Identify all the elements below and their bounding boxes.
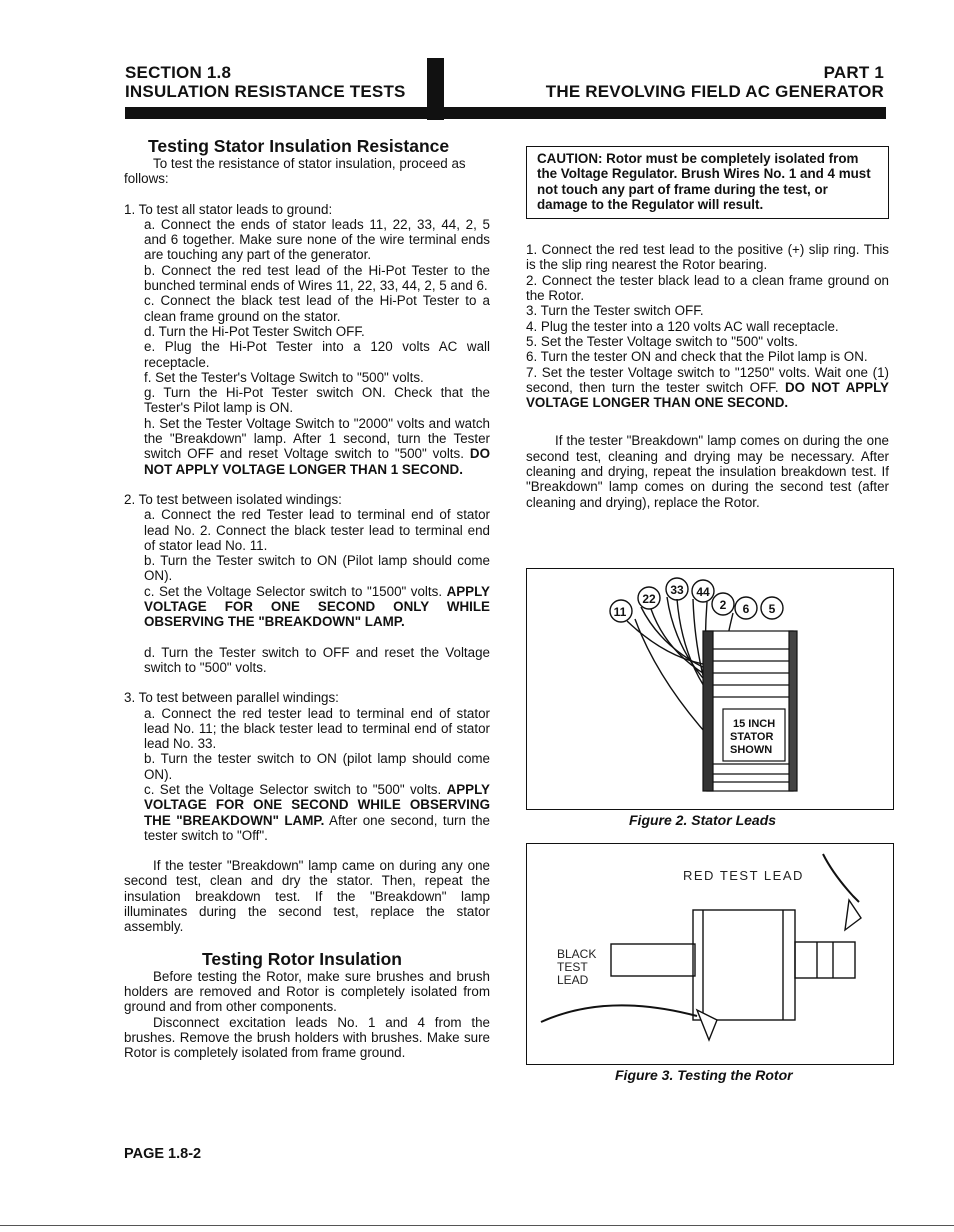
rotor-heading: Testing Rotor Insulation [202,948,402,969]
rotor-step-3: 3. Turn the Tester switch OFF. [526,303,704,319]
page-number: PAGE 1.8-2 [124,1146,202,1162]
rotor-paragraph-1: Before testing the Rotor, make sure brushes and brush holders are removed and Rotor is completely isolated from ground and from other components. [124,968,490,1015]
step-2c: c. Set the Voltage Selector switch to "1500" volts. APPLY VOLTAGE FOR ONE SECOND ONLY WHILE OBSERVING THE "BREAKDOWN" LAMP. [144,583,490,630]
lead-label: 44 [696,585,710,599]
step-2d: d. Turn the Tester switch to OFF and reset the Voltage switch to "500" volts. [144,644,490,675]
step-1h: h. Set the Tester Voltage Switch to "2000" volts and watch the "Breakdown" lamp. After 1 second, turn the Tester switch OFF and reset Voltage switch to "500" volts. DO NOT APPLY VOLTAGE LONGER THAN 1 SECOND. [144,415,490,477]
step-2b: b. Turn the Tester switch to ON (Pilot lamp should come ON). [144,553,490,584]
header-rule [125,107,886,119]
rotor-body [693,910,795,1020]
step-1c: c. Connect the black test lead of the Hi-Pot Tester to a clean frame ground on the stator. [144,293,490,324]
stator-label-line: 15 INCH [733,718,776,730]
rotor-step-2: 2. Connect the tester black lead to a clean frame ground on the Rotor. [526,272,889,304]
step-3c: c. Set the Voltage Selector switch to "500" volts. APPLY VOLTAGE FOR ONE SECOND WHILE OBSERVING THE "BREAKDOWN" LAMP. After one second, turn the tester switch to "Off". [144,781,491,843]
red-test-lead-label: RED TEST LEAD [683,868,804,883]
black-lead-label-line: BLACK [557,947,597,961]
step-3: 3. To test between parallel windings: [124,690,339,706]
section-number: SECTION 1.8 [125,63,232,82]
left-column [124,137,490,1060]
figure-2-stator-leads [526,568,894,810]
section-header [125,63,406,101]
step-1g: g. Turn the Hi-Pot Tester switch ON. Check that the Tester's Pilot lamp is ON. [144,385,490,416]
step-1a: a. Connect the ends of stator leads 11, 22, 33, 44, 2, 5 and 6 together. Make sure none of the wire terminal ends are touching any part of the generator. [144,216,490,263]
stator-core [703,631,797,791]
figure-3-testing-rotor [526,843,894,1065]
rotor-step-7: 7. Set the tester Voltage switch to "1250" volts. Wait one (1) second, then turn the tester switch OFF. DO NOT APPLY VOLTAGE LONGER THAN ONE SECOND. [526,364,889,411]
black-lead-label-line: TEST [557,960,588,974]
part-title: THE REVOLVING FIELD AC GENERATOR [545,82,884,101]
caution-box: CAUTION: Rotor must be completely isolated from the Voltage Regulator. Brush Wires No. 1 and 4 must not touch any part of frame during the test, or damage to the Regulator will result. [526,146,889,219]
rotor-test-illustration [527,844,893,1064]
step-1b: b. Connect the red test lead of the Hi-Pot Tester to the bunched terminal ends of Wires 11, 22, 33, 44, 2, 5 and 6. [144,262,490,294]
lead-label: 33 [670,583,684,597]
stator-heading: Testing Stator Insulation Resistance [148,136,450,156]
lead-label: 22 [642,592,656,606]
rotor-conclusion: If the tester "Breakdown" lamp comes on during the one second test, cleaning and drying may be necessary. After cleaning and drying, repeat the insulation breakdown test. If "Breakdown" lamp comes on during the second test (after cleaning and drying), replace the Rotor. [526,433,889,510]
step-2a: a. Connect the red Tester lead to terminal end of stator lead No. 2. Connect the black tester lead to terminal end of stator lead No. 11. [144,507,490,553]
step-1f: f. Set the Tester's Voltage Switch to "500" volts. [144,369,424,385]
rotor-paragraph-2: Disconnect excitation leads No. 1 and 4 from the brushes. Remove the brush holders with brushes. Make sure Rotor is completely isolated from frame ground. [124,1014,490,1061]
lead-label: 11 [613,605,627,619]
step-3b: b. Turn the tester switch to ON (pilot lamp should come ON). [144,751,490,782]
black-test-lead-wire [541,1005,697,1022]
step-2: 2. To test between isolated windings: [124,491,342,507]
stator-label-line: SHOWN [730,744,773,756]
stator-leads-illustration [527,569,893,809]
red-test-lead-wire [823,854,859,902]
lead-label: 5 [768,602,776,616]
stator-conclusion: If the tester "Breakdown" lamp came on during any one second test, clean and dry the stator. Then, repeat the insulation breakdown test. If the "Breakdown" lamp illuminates during the second test, replace the stator assembly. [124,858,490,935]
lead-label: 6 [742,602,750,616]
rotor-shaft-left [611,944,695,976]
red-lead-clip [845,900,861,930]
stator-label-line: STATOR [730,731,774,743]
slip-ring-assembly [795,942,855,978]
right-column [526,146,889,510]
part-number: PART 1 [823,63,884,82]
black-lead-label-line: LEAD [557,973,589,987]
step-3a: a. Connect the red tester lead to terminal end of stator lead No. 11; the black tester lead to terminal end of stator lead No. 33. [144,705,490,752]
figure-2-caption: Figure 2. Stator Leads [629,812,777,828]
section-title: INSULATION RESISTANCE TESTS [125,82,406,101]
rotor-step-5: 5. Set the Tester Voltage switch to "500" volts. [526,333,799,349]
black-lead-clip [697,1010,717,1040]
rotor-step-6: 6. Turn the tester ON and check that the Pilot lamp is ON. [526,349,868,365]
lead-label: 2 [719,598,727,612]
rotor-step-1: 1. Connect the red test lead to the positive (+) slip ring. This is the slip ring nearest the Rotor bearing. [526,242,889,273]
bottom-edge-rule [0,1225,954,1226]
step-1: 1. To test all stator leads to ground: [124,201,333,217]
rotor-step-4: 4. Plug the tester into a 120 volts AC wall receptacle. [526,318,839,334]
step-1d: d. Turn the Hi-Pot Tester Switch OFF. [144,323,365,339]
step-1e: e. Plug the Hi-Pot Tester into a 120 volts AC wall receptacle. [144,339,490,370]
part-header [546,63,884,101]
figure-3-caption: Figure 3. Testing the Rotor [615,1067,793,1083]
stator-intro: To test the resistance of stator insulation, proceed as follows: [124,156,466,187]
